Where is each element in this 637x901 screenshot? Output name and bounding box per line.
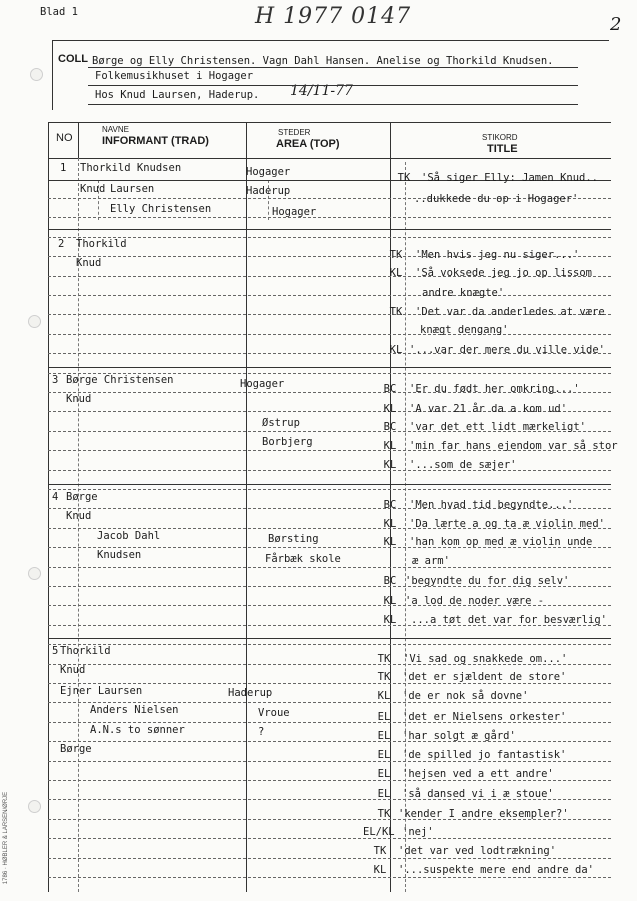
title-entry: 'kender I andre eksempler?': [398, 808, 569, 820]
speaker-code: KL: [373, 864, 387, 876]
informant-name: Thorkild Knudsen: [80, 162, 182, 174]
speaker-code: KL: [377, 690, 391, 702]
blad-label: Blad 1: [40, 6, 78, 18]
speaker-code: BC: [383, 499, 397, 511]
coll-left-border: [52, 40, 53, 110]
informant-name: Thorkild: [76, 238, 127, 250]
speaker-code: BC: [383, 383, 397, 395]
row-line: [48, 489, 611, 490]
row-line: [48, 761, 611, 762]
speaker-code: TK: [377, 808, 391, 820]
title-entry: 'begyndte du for dig selv': [405, 575, 570, 587]
coll-date: 14/11-77: [290, 83, 353, 99]
title-entry: knægt dengang': [420, 324, 509, 336]
title-entry: æ arm': [412, 555, 450, 567]
header-no: NO: [56, 132, 73, 144]
informant-name: Knud: [66, 393, 92, 405]
title-entry: 'har solgt æ gård': [402, 730, 516, 742]
speaker-code: TK: [397, 172, 411, 184]
title-entry: 'han kom op med æ violin unde: [409, 536, 593, 548]
row-line: [48, 567, 611, 568]
place-name: Fårbæk skole: [265, 553, 341, 565]
informant-name: Knud: [76, 257, 102, 269]
header-title: TITLE: [487, 143, 518, 155]
informant-name: Knudsen: [97, 549, 142, 561]
place-name: ?: [258, 726, 265, 738]
title-entry: 'de spilled jo fantastisk': [402, 749, 567, 761]
entry-number: 2: [58, 238, 65, 250]
informant-name: Ejner Laursen: [60, 685, 143, 697]
informant-name: Børge Christensen: [66, 374, 174, 386]
informant-name: Knud: [60, 664, 86, 676]
row-line: [48, 780, 611, 781]
title-entry: 'det er Nielsens orkester': [402, 711, 567, 723]
row-line: [48, 838, 611, 839]
title-entry: ...a tøt det var for besværlig': [411, 614, 607, 626]
speaker-code: TK: [373, 845, 387, 857]
coll-line-1: Børge og Elly Christensen. Vagn Dahl Hansen. Anelise og Thorkild Knudsen.: [92, 55, 554, 67]
row-line: [48, 217, 611, 218]
place-name: Hogager: [240, 378, 285, 390]
place-name: Østrup: [262, 417, 300, 429]
coll-line-2: Folkemusikhuset i Hogager: [95, 70, 254, 82]
page-number: 2: [610, 14, 622, 35]
speaker-code: KL: [383, 440, 397, 452]
place-name: Haderup: [246, 185, 291, 197]
informant-name: Thorkild: [60, 645, 111, 657]
section-rule: [48, 638, 611, 639]
row-line: [48, 702, 611, 703]
top-rule: [52, 40, 609, 41]
title-entry: ..dukkede du op i Hogager': [414, 193, 579, 205]
title-entry: 'var det ett lidt mærkeligt': [409, 421, 587, 433]
speaker-code: KL: [383, 536, 397, 548]
binder-hole: [28, 567, 41, 580]
title-entry: 'de er nok så dovne': [402, 690, 529, 702]
title-entry: 'A var 21 år da a kom ud': [409, 403, 568, 415]
title-entry: 'a lod de noder være -: [405, 595, 545, 607]
title-entry: 'Vi sad og snakkede om...': [403, 653, 568, 665]
title-entry: 'Da lærte a og ta æ violin med': [409, 518, 605, 530]
speaker-code: KL: [383, 403, 397, 415]
row-line: [48, 334, 611, 335]
place-name: Hogager: [272, 206, 317, 218]
title-entry: 'det er sjældent de store': [402, 671, 567, 683]
grid-no-col: [78, 122, 79, 158]
speaker-code: EL: [377, 788, 391, 800]
speaker-code: EL: [377, 749, 391, 761]
coll-label: COLL: [58, 53, 88, 65]
entry-number: 3: [52, 374, 59, 386]
speaker-code: KL: [383, 614, 397, 626]
informant-name: Knud: [80, 183, 106, 195]
header-informant: INFORMANT (TRAD): [102, 135, 209, 147]
speaker-code: KL: [383, 459, 397, 471]
speaker-code: TK: [377, 671, 391, 683]
row-line: [48, 683, 611, 684]
title-entry: 'så dansed vi i æ stoue': [402, 788, 554, 800]
speaker-code: EL: [377, 711, 391, 723]
speaker-code: BC: [383, 421, 397, 433]
place-name: Hogager: [246, 166, 291, 178]
coll-rule-2: [88, 85, 578, 86]
informant-name: Elly Christensen: [110, 203, 212, 215]
speaker-code: EL: [377, 768, 391, 780]
speaker-code: TK: [377, 653, 391, 665]
title-entry: 'Så siger Elly: Jamen Knud..: [421, 172, 599, 184]
title-entry: '...var der mere du ville vide': [409, 344, 605, 356]
informant-name: Børge: [60, 743, 92, 755]
archive-number: H 1977 0147: [255, 4, 412, 29]
informant-name: A.N.s to sønner: [90, 724, 185, 736]
title-entry: 'min far hans ejendom var så stor: [409, 440, 618, 452]
informant-name: Børge: [66, 491, 98, 503]
header-area-small: STEDER: [278, 128, 311, 137]
coll-line-3: Hos Knud Laursen, Haderup.: [95, 89, 260, 101]
speaker-code: KL: [383, 518, 397, 530]
section-rule: [48, 484, 611, 485]
speaker-code: KL: [389, 344, 403, 356]
title-entry: '...suspekte mere end andre da': [398, 864, 594, 876]
row-line: [48, 858, 611, 859]
speaker-code: BC: [383, 575, 397, 587]
title-entry: 'Det var da anderledes at være: [415, 306, 605, 318]
title-entry: 'Er du født her omkring...': [409, 383, 580, 395]
row-line: [48, 741, 611, 742]
title-entry: 'Men hvad tid begyndte...': [409, 499, 574, 511]
title-entry: 'det var ved lodtrækning': [398, 845, 557, 857]
speaker-code: EL/KL: [363, 826, 395, 838]
header-rule-top: [48, 122, 611, 123]
place-name: Borbjerg: [262, 436, 313, 448]
margin-printer-mark: 1786 · HØBLER & LARSEN/ØRJE: [3, 791, 10, 885]
speaker-code: TK: [389, 249, 403, 261]
title-entry: 'Men hvis jeg nu siger...': [415, 249, 580, 261]
informant-name: Laursen: [110, 183, 155, 195]
coll-rule-3: [88, 104, 578, 105]
title-entry: andre knægte': [422, 287, 505, 299]
header-rule-bottom: [48, 158, 611, 159]
speaker-code: KL: [389, 267, 403, 279]
section-rule: [48, 367, 611, 368]
row-line: [48, 877, 611, 878]
coll-rule-1: [88, 67, 578, 68]
speaker-code: EL: [377, 730, 391, 742]
entry-number: 4: [52, 491, 59, 503]
row-line: [48, 295, 611, 296]
place-name: Vroue: [258, 707, 290, 719]
informant-name: Anders Nielsen: [90, 704, 179, 716]
title-entry: '...som de sæjer': [409, 459, 517, 471]
speaker-code: TK: [389, 306, 403, 318]
header-informant-small: NAVNE: [102, 125, 129, 134]
section-rule: [48, 229, 611, 230]
binder-hole: [28, 800, 41, 813]
entry-number: 1: [60, 162, 67, 174]
place-name: Haderup: [228, 687, 273, 699]
header-area: AREA (TOP): [276, 138, 340, 150]
row-line: [48, 237, 611, 238]
title-entry: 'Så voksede jeg jo op lissom: [415, 267, 593, 279]
header-title-small: STIKORD: [482, 133, 518, 142]
binder-hole: [28, 315, 41, 328]
binder-hole: [30, 68, 43, 81]
row-line: [48, 470, 611, 471]
speaker-code: KL: [383, 595, 397, 607]
entry-number: 5: [52, 645, 59, 657]
title-entry: 'nej': [402, 826, 434, 838]
title-entry: 'hejsen ved a ett andre': [402, 768, 554, 780]
row-line: [48, 644, 611, 645]
place-name: Børsting: [268, 533, 319, 545]
informant-name: Jacob Dahl: [97, 530, 161, 542]
informant-name: Knud: [66, 510, 92, 522]
